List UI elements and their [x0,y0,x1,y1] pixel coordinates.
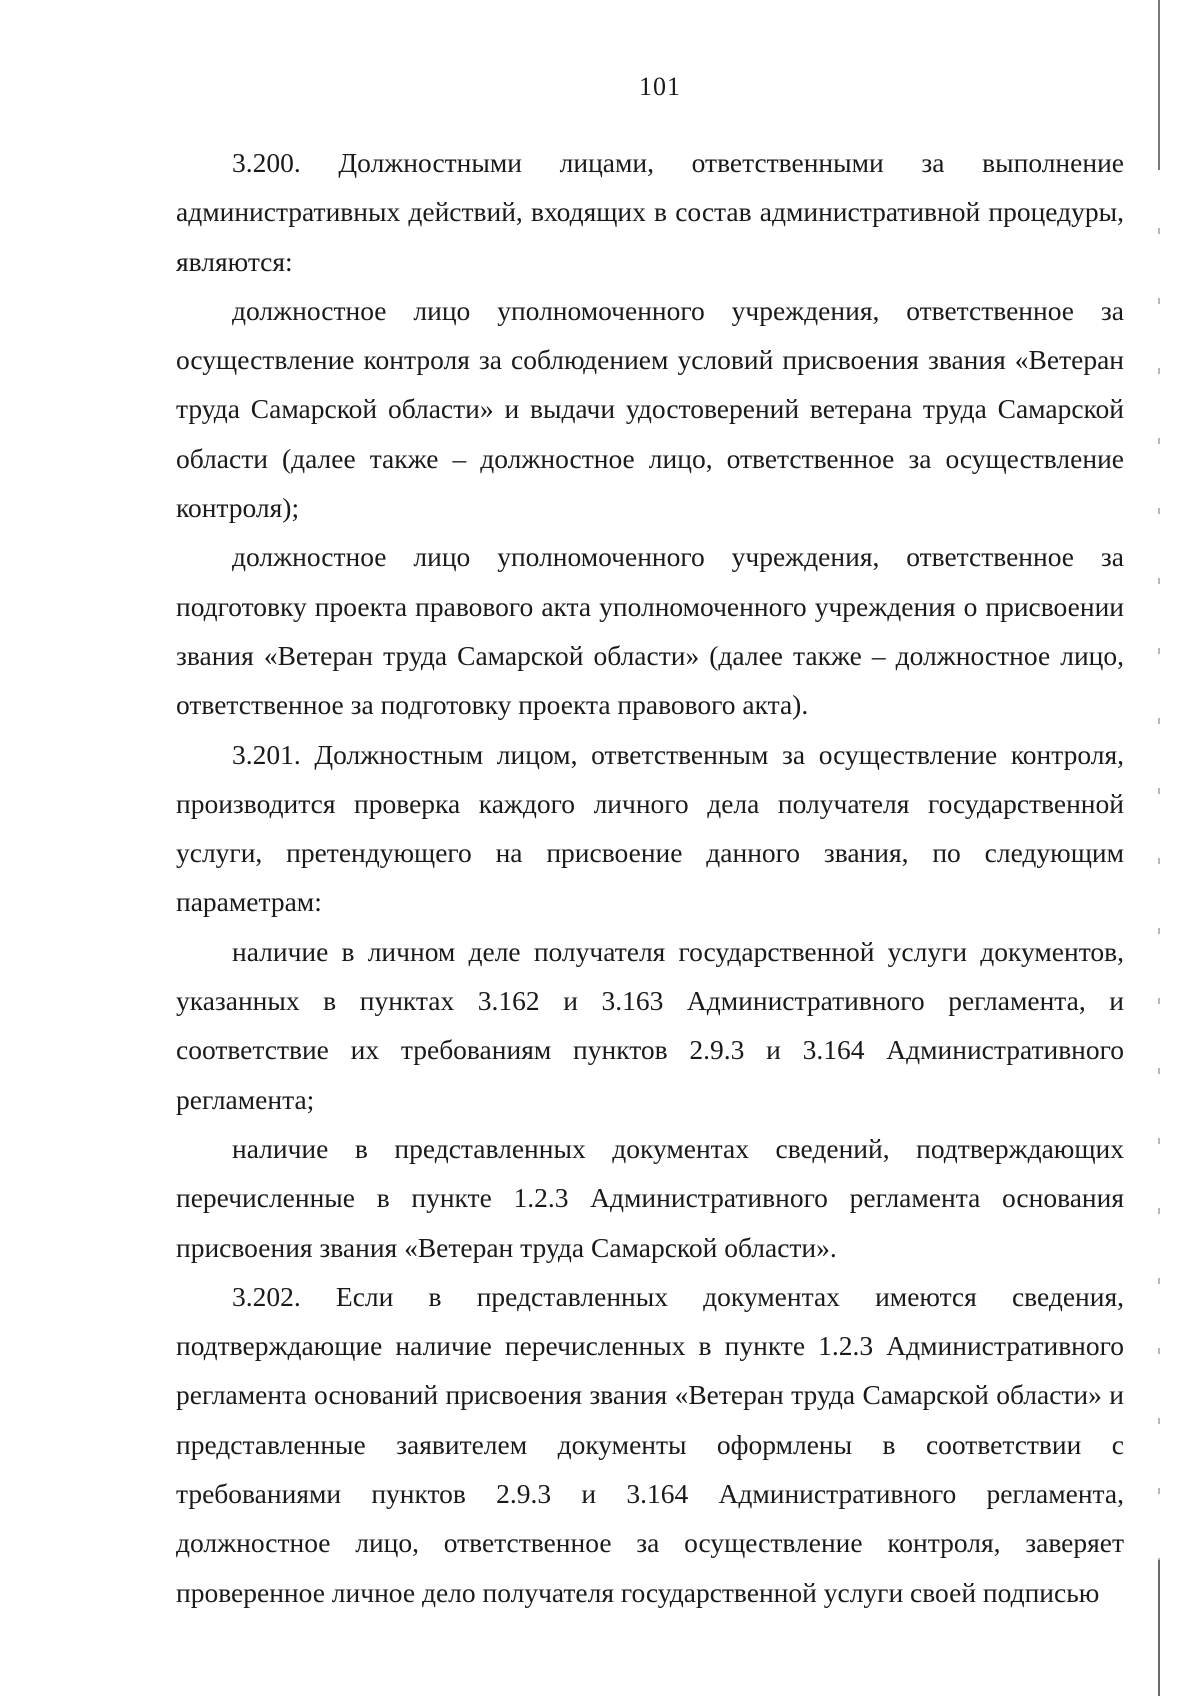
paragraph-draft-official: должностное лицо уполномоченного учреждения, ответственное за подготовку проекта правового акта уполномоченного учреждения о присвоении звания «Ветеран труда Самарской области» (далее также – должностное лицо, ответственное за подготовку проекта правового акта). [176,541,1124,721]
paragraph-3-200: 3.200. Должностными лицами, ответственными за выполнение административных действий, входящих в состав административной процедуры, являются: [176,147,1124,277]
paragraph-3-202: 3.202. Если в представленных документах имеются сведения, подтверждающие наличие перечисленных в пункте 1.2.3 Административного регламента оснований присвоения звания «Ветеран труда Самарской области» и представленные заявителем документы оформлены в соответствии с требованиями пунктов 2.9.3 и 3.164 Административного регламента, должностное лицо, ответственное за осуществление контроля, заверяет проверенное личное дело получателя государственной услуги своей подписью [176,1280,1124,1608]
document-body [176,138,1124,1617]
paragraph-control-official: должностное лицо уполномоченного учреждения, ответственное за осуществление контроля за соблюдением условий присвоения звания «Ветеран труда Самарской области» и выдачи удостоверений ветерана труда Самарской области (далее также – должностное лицо, ответственное за осуществление контроля); [176,294,1124,524]
scan-edge-top-mark [1158,0,1160,170]
paragraph-grounds-check: наличие в представленных документах сведений, подтверждающих перечисленные в пункте 1.2.3 Административного регламента основания присвоения звания «Ветеран труда Самарской области». [176,1132,1124,1263]
scan-edge-bottom-mark [1158,1560,1160,1696]
scan-edge-line [1158,0,1160,1696]
page-number: 101 [639,72,681,101]
paragraph-3-201: 3.201. Должностным лицом, ответственным за осуществление контроля, производится проверка каждого личного дела получателя государственной услуги, претендующего на присвоение данного звания, по следующим параметрам: [176,738,1124,918]
paragraph-documents-check: наличие в личном деле получателя государственной услуги документов, указанных в пунктах 3.162 и 3.163 Административного регламента, и соответствие их требованиям пунктов 2.9.3 и 3.164 Административного регламента; [176,935,1124,1115]
